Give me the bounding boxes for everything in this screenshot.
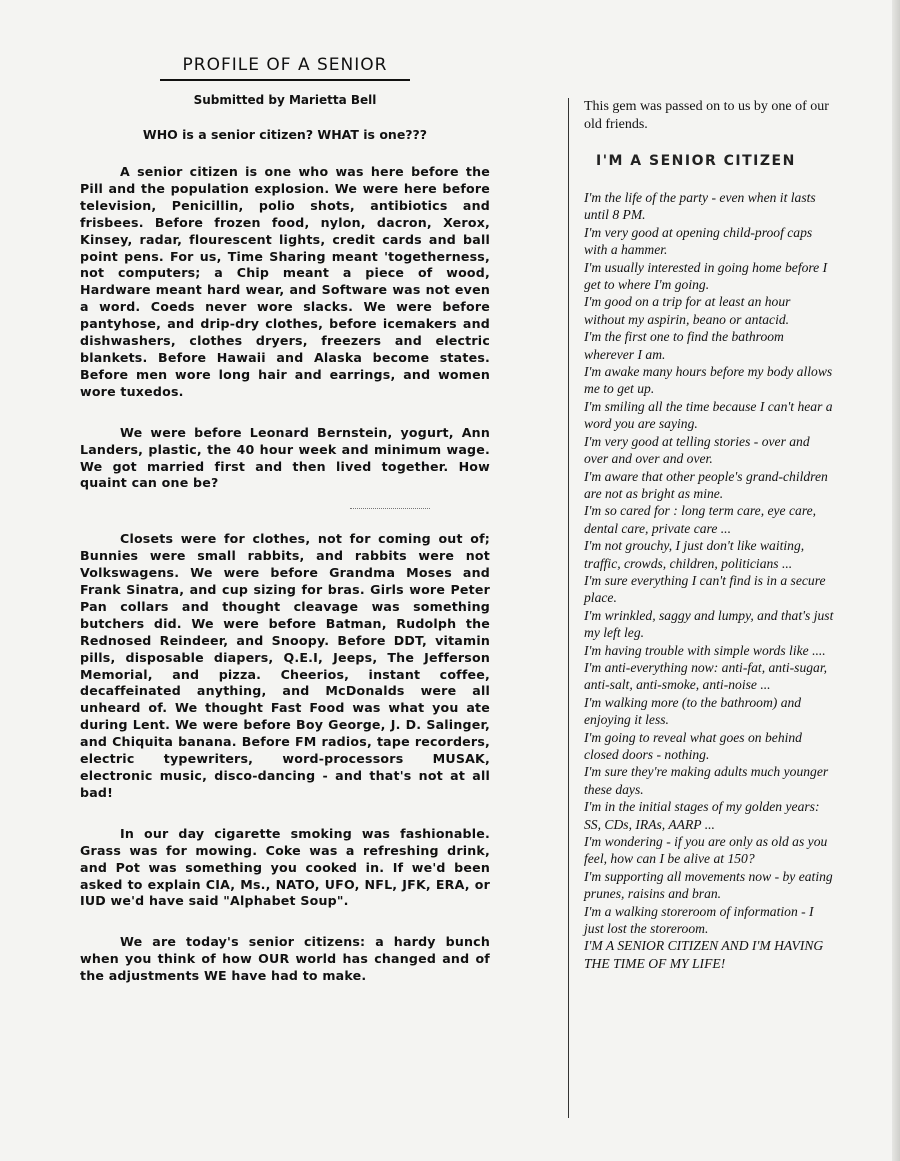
paragraph-divider xyxy=(350,508,430,509)
poem-line: I'm awake many hours before my body allows me to get up. xyxy=(584,364,833,397)
poem-line: I'm sure they're making adults much younger these days. xyxy=(584,764,829,797)
poem-line: I'm supporting all movements now - by eating prunes, raisins and bran. xyxy=(584,868,833,902)
page-edge-shadow xyxy=(892,0,900,1161)
article-paragraph: Closets were for clothes, not for coming out of; Bunnies were small rabbits, and rabbits were not Volkswagens. We were before Grandma Moses and Frank Sinatra, and cup sizing for bras. Girls wore Peter Pan collars and thought cleavage was something butchers did. We were before Batman, Rudolph the Rednosed Reindeer, and Snoopy. Before DDT, vitamin pills, disposable diapers, Q.E.I, Jeeps, The Jefferson Memorial, and pizza. Cheerios, instant coffee, decaffeinated anything, and McDonalds were all unheard of. We thought Fast Food was what you ate during Lent. We were before Boy George, J. D. Salinger, and Chiquita banana. Before FM radios, tape recorders, electric typewriters, word-processors MUSAK, electronic music, disco-dancing - and that's not at all bad! xyxy=(80,531,490,800)
poem-line: I'm usually interested in going home before I get to where I'm going. xyxy=(584,259,828,293)
article-byline: Submitted by Marietta Bell xyxy=(193,93,377,107)
poem-line: I'm anti-everything now: anti-fat, anti-sugar, anti-salt, anti-smoke, anti-noise ... xyxy=(584,659,828,693)
poem-line: I'm going to reveal what goes on behind closed doors - nothing. xyxy=(584,729,802,762)
poem-line: I'm walking more (to the bathroom) and enjoying it less. xyxy=(584,694,802,728)
senior-citizen-poem-article xyxy=(584,98,834,972)
poem-intro: This gem was passed on to us by one of our old friends. xyxy=(584,99,829,132)
title-underline xyxy=(160,79,410,81)
article-title: PROFILE OF A SENIOR xyxy=(182,55,388,75)
article-paragraph: A senior citizen is one who was here before the Pill and the population explosion. We were here before television, Penicillin, polio shots, antibiotics and frisbees. Before frozen food, nylon, dacron, Xerox, Kinsey, radar, flourescent lights, credit cards and ball point pens. For us, Time Sharing meant 'togetherness, not computers; a Chip meant a piece of wood, Hardware meant hard wear, and Software was not even a word. Coeds never wore slacks. We were before pantyhose, and drip-dry clothes, before icemakers and dishwashers, clothes dryers, freezers and electric blankets. Before Hawaii and Alaska become states. Before men wore long hair and earrings, and women wore tuxedos. xyxy=(80,164,490,399)
profile-of-a-senior-article xyxy=(80,55,490,1009)
poem-banner-heading: I'M A SENIOR CITIZEN xyxy=(596,153,796,169)
column-divider xyxy=(568,98,569,1118)
article-paragraph: We are today's senior citizens: a hardy bunch when you think of how OUR world has changed and of the adjustments WE have had to make. xyxy=(80,934,490,984)
article-question: WHO is a senior citizen? WHAT is one??? xyxy=(142,127,428,142)
poem-line: I'm sure everything I can't find is in a secure place. xyxy=(584,572,826,606)
poem-closing: I'M A SENIOR CITIZEN AND I'M HAVING THE TIME OF MY LIFE! xyxy=(584,938,824,971)
article-paragraph: In our day cigarette smoking was fashionable. Grass was for mowing. Coke was a refreshing drink, and Pot was something you cooked in. If we'd been asked to explain CIA, Ms., NATO, UFO, NFL, JFK, ERA, or IUD we'd have said "Alphabet Soup". xyxy=(80,825,490,909)
poem-line: I'm good on a trip for at least an hour without my aspirin, beano or antacid. xyxy=(584,294,791,327)
poem-line: I'm a walking storeroom of information - I just lost the storeroom. xyxy=(584,903,814,937)
poem-line: I'm very good at opening child-proof caps with a hammer. xyxy=(584,224,813,258)
article-paragraph: We were before Leonard Bernstein, yogurt, Ann Landers, plastic, the 40 hour week and minimum wage. We got married first and then lived together. How quaint can one be? xyxy=(80,424,490,491)
poem-line: I'm not grouchy, I just don't like waiting, traffic, crowds, children, politicians ... xyxy=(584,538,805,571)
poem-line: I'm wondering - if you are only as old as you feel, how can I be alive at 150? xyxy=(584,834,828,867)
poem-line: I'm wrinkled, saggy and lumpy, and that's just my left leg. xyxy=(584,607,834,641)
poem-line: I'm smiling all the time because I can't hear a word you are saying. xyxy=(584,398,833,432)
poem-lines xyxy=(584,189,834,937)
poem-line: I'm having trouble with simple words like .... xyxy=(584,642,826,658)
poem-line: I'm in the initial stages of my golden years: SS, CDs, IRAs, AARP ... xyxy=(584,799,820,832)
poem-line: I'm very good at telling stories - over and over and over and over. xyxy=(584,433,810,467)
poem-line: I'm the life of the party - even when it lasts until 8 PM. xyxy=(584,190,816,223)
poem-line: I'm aware that other people's grand-children are not as bright as mine. xyxy=(584,468,828,501)
poem-line: I'm so cared for : long term care, eye care, dental care, private care ... xyxy=(584,503,817,536)
poem-line: I'm the first one to find the bathroom wherever I am. xyxy=(584,329,784,362)
